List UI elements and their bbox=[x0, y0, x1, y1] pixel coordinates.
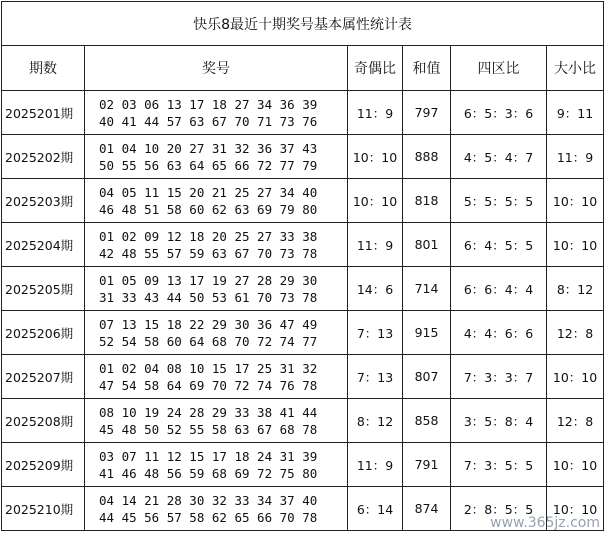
sum-cell: 858 bbox=[403, 399, 451, 443]
numbers-line-1: 01 02 09 12 18 20 25 27 33 38 bbox=[99, 228, 318, 244]
big-small-cell: 10：10 bbox=[547, 487, 604, 531]
header-numbers: 奖号 bbox=[85, 46, 348, 91]
odd-even-cell: 6：14 bbox=[348, 487, 403, 531]
numbers-line-2: 31 33 43 44 50 53 61 70 73 78 bbox=[99, 289, 318, 305]
numbers-cell bbox=[85, 135, 348, 179]
big-small-cell: 12：8 bbox=[547, 399, 604, 443]
odd-even-cell: 8：12 bbox=[348, 399, 403, 443]
numbers-line-2: 46 48 51 58 60 62 63 69 79 80 bbox=[99, 201, 318, 217]
odd-even-cell: 11：9 bbox=[348, 91, 403, 135]
numbers-cell bbox=[85, 179, 348, 223]
issue-cell: 2025201期 bbox=[2, 91, 85, 135]
header-sum: 和值 bbox=[403, 46, 451, 91]
big-small-cell: 12：8 bbox=[547, 311, 604, 355]
odd-even-cell: 10：10 bbox=[348, 135, 403, 179]
issue-cell: 2025202期 bbox=[2, 135, 85, 179]
big-small-cell: 10：10 bbox=[547, 223, 604, 267]
zones-cell: 7：3：5：5 bbox=[451, 443, 547, 487]
zones-cell: 5：5：5：5 bbox=[451, 179, 547, 223]
issue-cell: 2025205期 bbox=[2, 267, 85, 311]
issue-cell: 2025206期 bbox=[2, 311, 85, 355]
table-row bbox=[2, 179, 604, 223]
numbers-line-1: 08 10 19 24 28 29 33 38 41 44 bbox=[99, 404, 318, 420]
sum-cell: 874 bbox=[403, 487, 451, 531]
table-row bbox=[2, 223, 604, 267]
zones-cell: 6：4：5：5 bbox=[451, 223, 547, 267]
numbers-line-2: 50 55 56 63 64 65 66 72 77 79 bbox=[99, 157, 318, 173]
numbers-cell bbox=[85, 311, 348, 355]
table-row bbox=[2, 311, 604, 355]
sum-cell: 888 bbox=[403, 135, 451, 179]
sum-cell: 818 bbox=[403, 179, 451, 223]
header-row bbox=[2, 46, 604, 91]
sum-cell: 714 bbox=[403, 267, 451, 311]
zones-cell: 7：3：3：7 bbox=[451, 355, 547, 399]
numbers-line-2: 42 48 55 57 59 63 67 70 73 78 bbox=[99, 245, 318, 261]
numbers-line-1: 04 05 11 15 20 21 25 27 34 40 bbox=[99, 184, 318, 200]
numbers-cell bbox=[85, 487, 348, 531]
zones-cell: 2：8：5：5 bbox=[451, 487, 547, 531]
numbers-line-2: 44 45 56 57 58 62 65 66 70 78 bbox=[99, 509, 318, 525]
numbers-cell bbox=[85, 91, 348, 135]
table-row bbox=[2, 355, 604, 399]
numbers-line-2: 40 41 44 57 63 67 70 71 73 76 bbox=[99, 113, 318, 129]
issue-cell: 2025203期 bbox=[2, 179, 85, 223]
header-odd-even: 奇偶比 bbox=[348, 46, 403, 91]
zones-cell: 4：5：4：7 bbox=[451, 135, 547, 179]
numbers-line-2: 45 48 50 52 55 58 63 67 68 78 bbox=[99, 421, 318, 437]
table-row bbox=[2, 135, 604, 179]
header-issue: 期数 bbox=[2, 46, 85, 91]
odd-even-cell: 11：9 bbox=[348, 443, 403, 487]
numbers-cell bbox=[85, 355, 348, 399]
numbers-line-2: 47 54 58 64 69 70 72 74 76 78 bbox=[99, 377, 318, 393]
issue-cell: 2025207期 bbox=[2, 355, 85, 399]
numbers-line-1: 07 13 15 18 22 29 30 36 47 49 bbox=[99, 316, 318, 332]
odd-even-cell: 10：10 bbox=[348, 179, 403, 223]
sum-cell: 915 bbox=[403, 311, 451, 355]
header-zones: 四区比 bbox=[451, 46, 547, 91]
issue-cell: 2025204期 bbox=[2, 223, 85, 267]
header-big-small: 大小比 bbox=[547, 46, 604, 91]
title-row bbox=[2, 2, 604, 46]
big-small-cell: 10：10 bbox=[547, 179, 604, 223]
table-row bbox=[2, 267, 604, 311]
issue-cell: 2025208期 bbox=[2, 399, 85, 443]
zones-cell: 6：6：4：4 bbox=[451, 267, 547, 311]
numbers-line-1: 01 02 04 08 10 15 17 25 31 32 bbox=[99, 360, 318, 376]
big-small-cell: 10：10 bbox=[547, 443, 604, 487]
zones-cell: 6：5：3：6 bbox=[451, 91, 547, 135]
numbers-line-1: 02 03 06 13 17 18 27 34 36 39 bbox=[99, 96, 318, 112]
odd-even-cell: 7：13 bbox=[348, 311, 403, 355]
table-row bbox=[2, 443, 604, 487]
lottery-stats-table bbox=[1, 1, 604, 531]
numbers-line-1: 03 07 11 12 15 17 18 24 31 39 bbox=[99, 448, 318, 464]
numbers-cell bbox=[85, 399, 348, 443]
zones-cell: 3：5：8：4 bbox=[451, 399, 547, 443]
big-small-cell: 9：11 bbox=[547, 91, 604, 135]
table-row bbox=[2, 399, 604, 443]
numbers-line-1: 04 14 21 28 30 32 33 34 37 40 bbox=[99, 492, 318, 508]
table-row bbox=[2, 91, 604, 135]
sum-cell: 797 bbox=[403, 91, 451, 135]
sum-cell: 801 bbox=[403, 223, 451, 267]
numbers-cell bbox=[85, 267, 348, 311]
big-small-cell: 8：12 bbox=[547, 267, 604, 311]
numbers-line-2: 52 54 58 60 64 68 70 72 74 77 bbox=[99, 333, 318, 349]
odd-even-cell: 11：9 bbox=[348, 223, 403, 267]
issue-cell: 2025209期 bbox=[2, 443, 85, 487]
numbers-line-1: 01 05 09 13 17 19 27 28 29 30 bbox=[99, 272, 318, 288]
sum-cell: 791 bbox=[403, 443, 451, 487]
numbers-line-2: 41 46 48 56 59 68 69 72 75 80 bbox=[99, 465, 318, 481]
big-small-cell: 11：9 bbox=[547, 135, 604, 179]
odd-even-cell: 7：13 bbox=[348, 355, 403, 399]
table-title: 快乐8最近十期奖号基本属性统计表 bbox=[2, 2, 604, 46]
numbers-cell bbox=[85, 443, 348, 487]
odd-even-cell: 14：6 bbox=[348, 267, 403, 311]
numbers-cell bbox=[85, 223, 348, 267]
big-small-cell: 10：10 bbox=[547, 355, 604, 399]
numbers-line-1: 01 04 10 20 27 31 32 36 37 43 bbox=[99, 140, 318, 156]
zones-cell: 4：4：6：6 bbox=[451, 311, 547, 355]
issue-cell: 2025210期 bbox=[2, 487, 85, 531]
watermark: www.365jz.com bbox=[490, 515, 600, 531]
sum-cell: 807 bbox=[403, 355, 451, 399]
